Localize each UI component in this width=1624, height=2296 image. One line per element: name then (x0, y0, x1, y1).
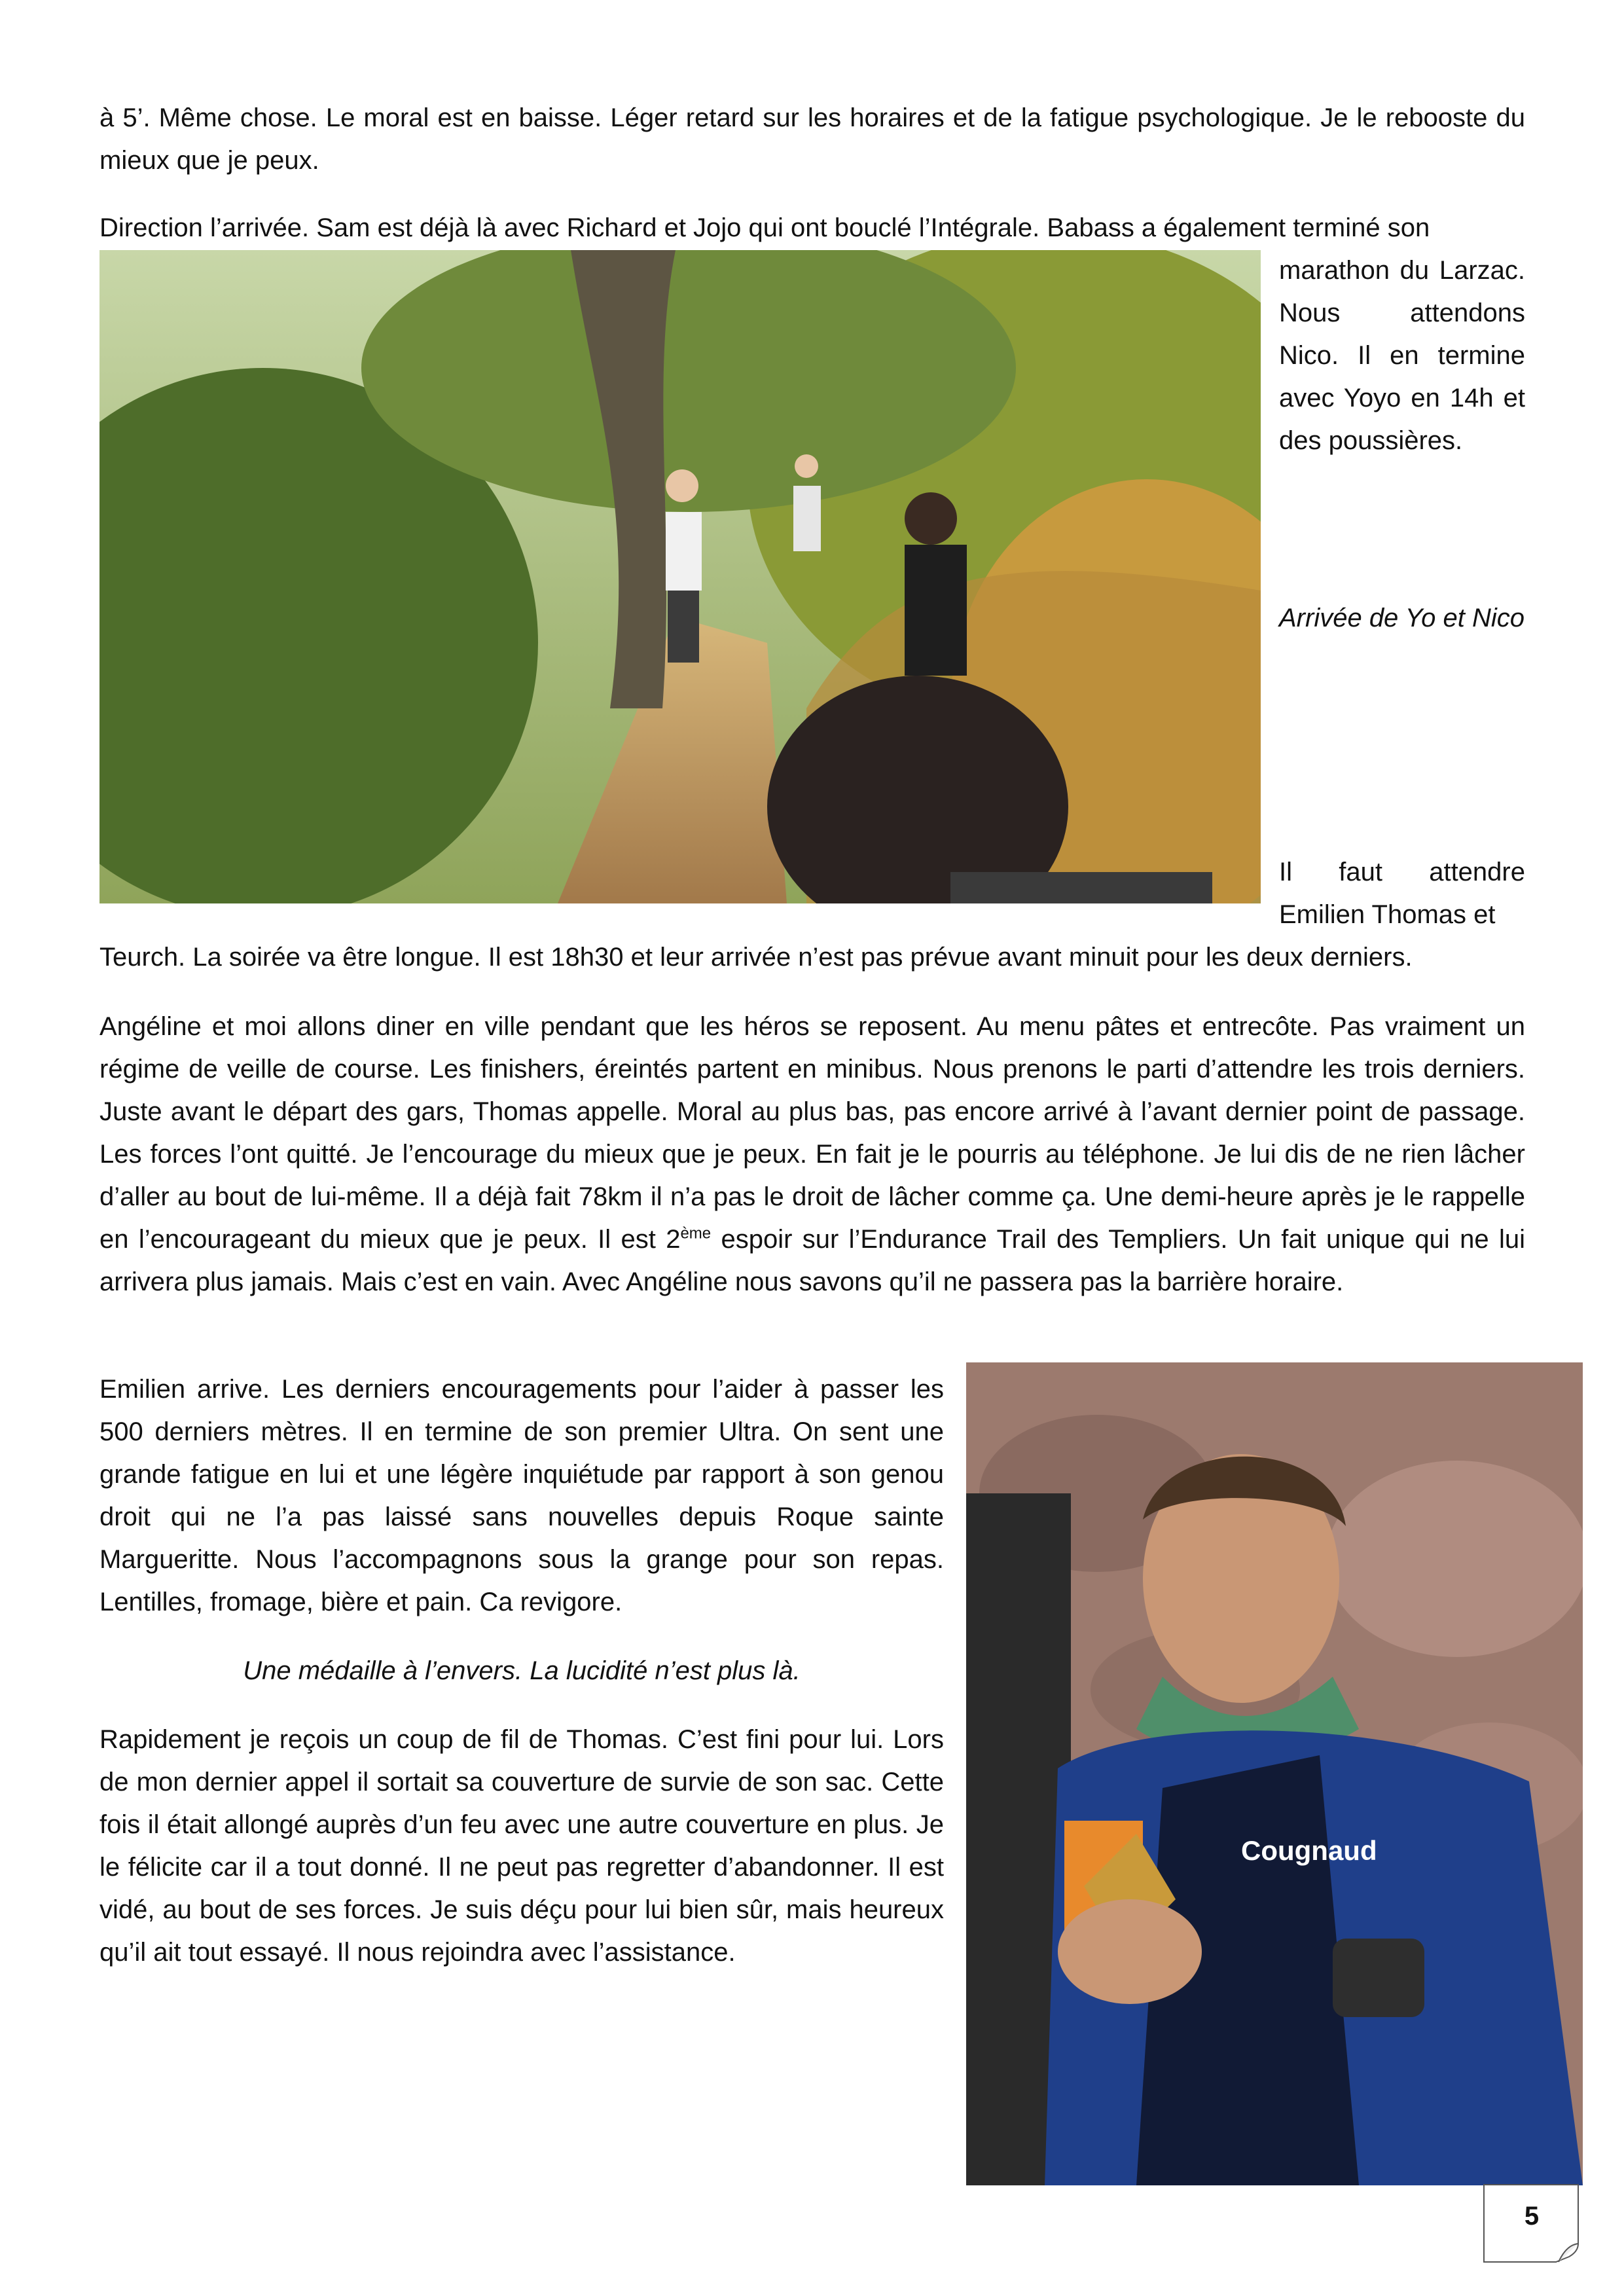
paragraph-arrival-intro: Direction l’arrivée. Sam est déjà là avec Richard et Jojo qui ont bouclé l’Intégrale. Babass a également terminé son (99, 213, 1430, 242)
paragraph-arrival-side: marathon du Larzac. Nous attendons Nico. Il en termine avec Yoyo en 14h et des poussières. (1279, 256, 1525, 455)
superscript-eme: ème (680, 1224, 712, 1243)
page-number: 5 (1524, 2202, 1540, 2231)
dinner-text-b: espoir sur l’Endurance Trail des Templiers. Un fait unique qui ne lui arrivera plus jamais. Mais c’est en vain. Avec Angéline nous savons qu’il ne passera pas la barrière horaire. (99, 1225, 1525, 1296)
paragraph-emilien: Emilien arrive. Les derniers encouragements pour l’aider à passer les 500 derniers mètres. Il en termine de son premier Ultra. On sent une grande fatigue en lui et une légère inquiétude par rapport à son genou droit qui ne l’a pas laissé sans nouvelles depuis Roque sainte Margueritte. Nous l’accompagnons sous la grange pour son repas. Lentilles, fromage, bière et pain. Ca revigore. (99, 1375, 944, 1616)
dinner-text-a: Angéline et moi allons diner en ville pendant que les héros se reposent. Au menu pâtes et entrecôte. Pas vraiment un régime de veille de course. Les finishers, éreintés partent en minibus. Nous prenons le parti d’attendre les trois derniers. Juste avant le départ des gars, Thomas appelle. Moral au plus bas, pas encore arrivé à l’avant dernier point de passage. Les forces l’ont quitté. Je l’encourage du mieux que je peux. En fait je le pourris au téléphone. Je lui dis de ne rien lâcher d’aller au bout de lui-même. Il a déjà fait 78km il n’a pas le droit de lâcher comme ça. Une demi-heure après je le rappelle en l’encourageant du mieux que je peux. Il est 2 (99, 1012, 1525, 1254)
caption-medal: Une médaille à l’envers. La lucidité n’est plus là. (243, 1656, 801, 1685)
svg-text:Cougnaud: Cougnaud (1241, 1835, 1377, 1866)
page-number-badge (1483, 2183, 1593, 2263)
trail-runners-photo (99, 250, 1261, 903)
paragraph-waiting-rest: Teurch. La soirée va être longue. Il est 18h30 et leur arrivée n’est pas prévue avant minuit pour les deux derniers. (99, 943, 1413, 972)
runner-medal-photo (966, 1362, 1583, 2185)
paragraph-dinner (99, 1006, 1525, 1303)
paragraph-intro: à 5’. Même chose. Le moral est en baisse. Léger retard sur les horaires et de la fatigue psychologique. Je le rebooste du mieux que je peux. (99, 103, 1525, 175)
caption-arrival: Arrivée de Yo et Nico (1279, 604, 1525, 632)
paragraph-thomas: Rapidement je reçois un coup de fil de Thomas. C’est fini pour lui. Lors de mon dernier appel il sortait sa couverture de survie de son sac. Cette fois il était allongé auprès d’un feu avec une autre couverture en plus. Je le félicite car il a tout donné. Il ne peut pas regretter d’abandonner. Il est vidé, au bout de ses forces. Je suis déçu pour lui bien sûr, mais heureux qu’il ait tout essayé. Il nous rejoindra avec l’assistance. (99, 1725, 944, 1967)
paragraph-waiting-side: Il faut attendre Emilien Thomas et (1279, 858, 1525, 929)
